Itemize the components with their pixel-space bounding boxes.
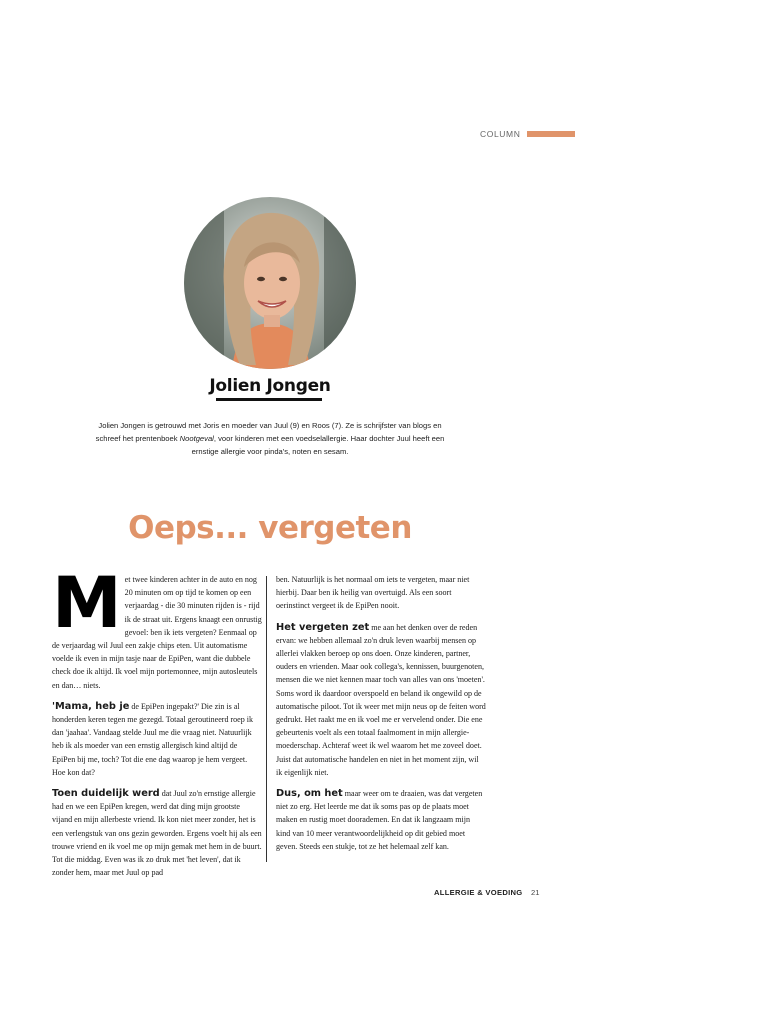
magazine-title: ALLERGIE & VOEDING: [434, 888, 523, 897]
paragraph-lead: 'Mama, heb je: [52, 700, 130, 712]
paragraph-lead: Dus, om het: [276, 788, 343, 800]
bio-text-end: , voor kinderen met een voedselallergie. Haar dochter Juul heeft een ernstige allergie voor pinda's, noten en sesam.: [191, 434, 445, 456]
paragraph-mama: [52, 700, 262, 779]
article-column-right: [276, 573, 486, 861]
paragraph-text: me aan het denken over de reden ervan: we hebben allemaal zo'n druk leven waarbij mensen op allerlei vlakken beroep op ons doen. Onze kinderen, partner, ouders en vrienden. Maar ook collega's, kennissen, buurgenoten, mensen die we niet kennen maar toch van alles van ons 'moeten'. Soms word ik daardoor overspoeld en beland ik ongewild op de automatische piloot. Tot ik weer met mijn neus op de feiten word gedrukt. Het raakt me en ik voel me er vervelend onder. Die ene gebeurtenis voelt als een totaal faalmoment in mijn allergie-moederschap. Achteraf weet ik wel waarom het me zoveel doet. Juist dat automatische handelen en niet in het moment zijn, wil ik eigenlijk niet.: [276, 622, 486, 777]
author-photo: [184, 197, 356, 369]
author-bio: [88, 419, 452, 458]
paragraph-intro-text: et twee kinderen achter in de auto en nog 20 minuten om op tijd te komen op een verjaardag - die 30 minuten rijden is - rijd ik de straat uit. Ergens knaagt een onrustig gevoel: ben ik iets vergeten? Eenmaal op de verjaardag wil Juul een zakje chips eten. Uit automatisme voelde ik even in mijn tasje naar de EpiPen, want die dubbele check doe ik altijd. Ik voel mijn portemonnee, mijn autosleutels en dan… niets.: [52, 575, 262, 690]
dropcap: M: [52, 562, 120, 644]
paragraph-text: maar weer om te draaien, was dat vergeten niet zo erg. Het leerde me dat ik soms pas op de plaats moet maken en rustig moet doorademen. En dat ik langzaam mijn kind van 10 meer verantwoordelijkheid op dit gebied moet geven. Steeds een stukje, tot ze het helemaal zelf kan.: [276, 789, 483, 851]
author-name-underline: [216, 398, 322, 401]
paragraph-text: dat Juul zo'n ernstige allergie had en we een EpiPen kregen, werd dat ding mijn grootste vijand en mijn allerbeste vriend. Ik kon niet meer zonder, het is een verlengstuk van ons gezin geworden. Ergens voelt hij als een trouwe vriend en ik voel me op mijn gemak met hem in de buurt. Tot die middag. Even was ik zo druk met 'het leven', dat ik zonder hem, maar met Juul op pad: [52, 789, 262, 878]
bio-text-start: Jolien Jongen is getrouwd met Joris en moeder van Juul (9) en Roos (7). Ze is schrijfster van blogs en schreef het prentenboek: [95, 421, 442, 443]
paragraph-vergeten: [276, 621, 486, 779]
column-divider: [266, 576, 267, 862]
paragraph-intro: [52, 562, 262, 692]
article-column-left: [52, 562, 262, 887]
section-accent-bar: [527, 131, 575, 137]
paragraph-text: de EpiPen ingepakt?' Die zin is al honderden keren tegen me gezegd. Totaal geroutineerd roep ik dan 'jaahaa'. Vandaag stelde Juul me die vraag niet. Natuurlijk heb ik als moeder van een ernstig allergisch kind altijd de EpiPen bij me, toch? Tot die ene dag waarop je hem vergeet. Hoe kon dat?: [52, 701, 254, 777]
paragraph-toen: [52, 787, 262, 879]
page-number: 21: [531, 888, 540, 897]
section-label: COLUMN: [480, 129, 521, 139]
paragraph-lead: Toen duidelijk werd: [52, 788, 160, 800]
book-title: Nootgeval: [179, 434, 214, 443]
article-headline: Oeps... vergeten: [128, 510, 412, 546]
paragraph-lead: Het vergeten zet: [276, 621, 370, 633]
paragraph-dus: [276, 787, 486, 853]
author-name: Jolien Jongen: [209, 376, 331, 396]
paragraph-continued: ben. Natuurlijk is het normaal om iets te vergeten, maar niet hierbij. Daar ben ik heilig van overtuigd. Als een soort oerinstinct vergeet ik de EpiPen nooit.: [276, 575, 470, 611]
